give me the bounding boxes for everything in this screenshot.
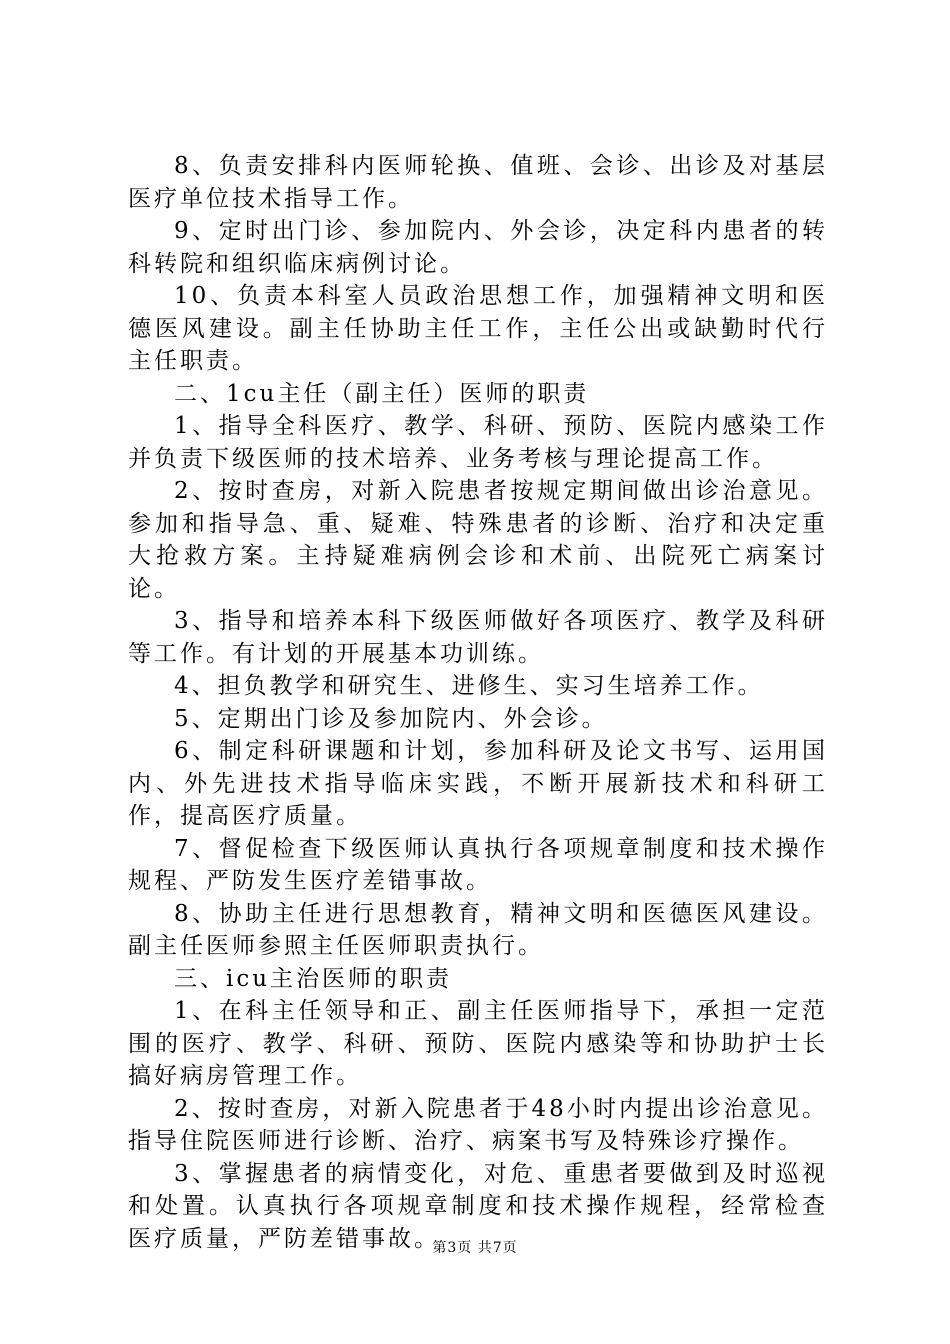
- paragraph-dept-9: 9、定时出门诊、参加院内、外会诊，决定科内患者的转科转院和组织临床病例讨论。: [128, 218, 828, 277]
- paragraph-attending-1: 1、在科主任领导和正、副主任医师指导下，承担一定范围的医疗、教学、科研、预防、医院内感染等和协助护士长搞好病房管理工作。: [128, 998, 828, 1089]
- document-body: [128, 150, 828, 1255]
- paragraph-chief-5: 5、定期出门诊及参加院内、外会诊。: [174, 705, 608, 732]
- paragraph-chief-8: 8、协助主任进行思想教育，精神文明和医德医风建设。副主任医师参照主任医师职责执行。: [128, 900, 828, 959]
- page-number-footer: 第3页 共7页: [432, 1240, 518, 1256]
- paragraph-dept-8: 8、负责安排科内医师轮换、值班、会诊、出诊及对基层医疗单位技术指导工作。: [128, 153, 828, 212]
- paragraph-attending-2: 2、按时查房，对新入院患者于48小时内提出诊治意见。指导住院医师进行诊断、治疗、病案书写及特殊诊疗操作。: [128, 1095, 828, 1154]
- section-heading-attending-physician: 三、icu主治医师的职责: [174, 965, 453, 992]
- paragraph-chief-7: 7、督促检查下级医师认真执行各项规章制度和技术操作规程、严防发生医疗差错事故。: [128, 835, 828, 894]
- paragraph-chief-1: 1、指导全科医疗、教学、科研、预防、医院内感染工作并负责下级医师的技术培养、业务考核与理论提高工作。: [128, 413, 828, 472]
- paragraph-chief-2: 2、按时查房，对新入院患者按规定期间做出诊治意见。参加和指导急、重、疑难、特殊患者的诊断、治疗和决定重大抢救方案。主持疑难病例会诊和术前、出院死亡病案讨论。: [128, 478, 828, 602]
- paragraph-chief-4: 4、担负教学和研究生、进修生、实习生培养工作。: [174, 673, 764, 699]
- paragraph-chief-3: 3、指导和培养本科下级医师做好各项医疗、教学及科研等工作。有计划的开展基本功训练。: [128, 608, 828, 667]
- paragraph-dept-10: 10、负责本科室人员政治思想工作，加强精神文明和医德医风建设。副主任协助主任工作，主任公出或缺勤时代行主任职责。: [128, 283, 828, 374]
- section-heading-chief-physician: 二、1cu主任（副主任）医师的职责: [174, 380, 590, 407]
- paragraph-attending-3: 3、掌握患者的病情变化，对危、重患者要做到及时巡视和处置。认真执行各项规章制度和技术操作规程，经常检查医疗质量，严防差错事故。: [128, 1160, 828, 1252]
- paragraph-chief-6: 6、制定科研课题和计划，参加科研及论文书写、运用国内、外先进技术指导临床实践，不断开展新技术和科研工作，提高医疗质量。: [128, 738, 828, 829]
